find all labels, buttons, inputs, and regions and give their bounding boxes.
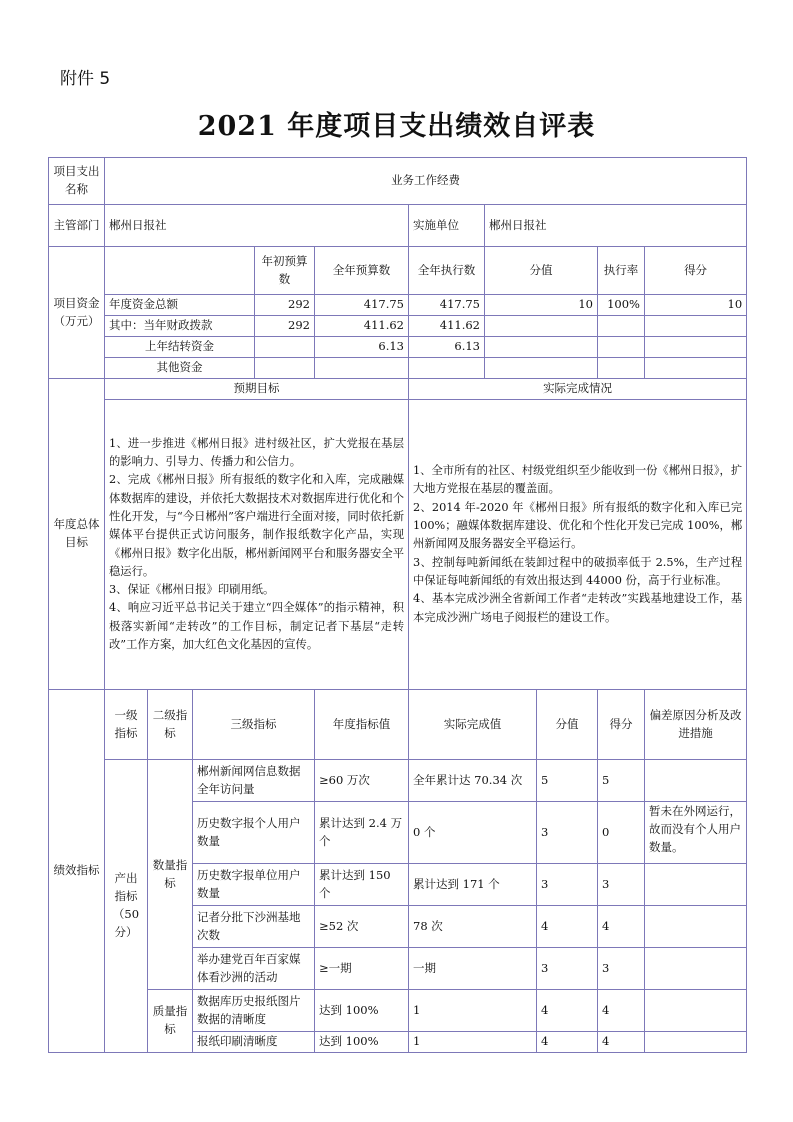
perf-header-lvl3: 三级指标 bbox=[193, 690, 315, 760]
funds-row-name: 其中：当年财政拨款 bbox=[105, 316, 255, 337]
perf-reason bbox=[645, 906, 747, 948]
impl-value: 郴州日报社 bbox=[485, 205, 747, 247]
perf-value: 3 bbox=[537, 864, 598, 906]
perf-value: 3 bbox=[537, 948, 598, 990]
perf-indicator: 报纸印刷清晰度 bbox=[193, 1032, 315, 1053]
perf-indicator: 数据库历史报纸图片数据的清晰度 bbox=[193, 990, 315, 1032]
perf-target: ≥52 次 bbox=[315, 906, 409, 948]
funds-row-score-value bbox=[485, 358, 598, 379]
funds-header-score: 得分 bbox=[645, 247, 747, 295]
perf-row bbox=[49, 760, 747, 802]
perf-indicator: 举办建党百年百家媒体看沙洲的活动 bbox=[193, 948, 315, 990]
perf-indicator: 历史数字报个人用户数量 bbox=[193, 802, 315, 864]
perf-value: 4 bbox=[537, 990, 598, 1032]
goals-label: 年度总体目标 bbox=[49, 379, 105, 690]
perf-score: 0 bbox=[598, 802, 645, 864]
performance-evaluation-table bbox=[48, 157, 747, 1053]
perf-actual: 78 次 bbox=[409, 906, 537, 948]
perf-group-quality: 质量指标 bbox=[148, 990, 193, 1053]
funds-row-init bbox=[255, 358, 315, 379]
perf-target: 达到 100% bbox=[315, 1032, 409, 1053]
perf-target: ≥60 万次 bbox=[315, 760, 409, 802]
funds-row bbox=[49, 358, 747, 379]
funds-row-exec: 417.75 bbox=[409, 295, 485, 316]
perf-value: 4 bbox=[537, 906, 598, 948]
goals-content-row bbox=[49, 400, 747, 690]
perf-indicator: 郴州新闻网信息数据全年访问量 bbox=[193, 760, 315, 802]
perf-value: 3 bbox=[537, 802, 598, 864]
funds-row-name: 其他资金 bbox=[105, 358, 255, 379]
funds-row-exec: 411.62 bbox=[409, 316, 485, 337]
perf-reason bbox=[645, 948, 747, 990]
perf-reason bbox=[645, 760, 747, 802]
perf-actual: 1 bbox=[409, 1032, 537, 1053]
page-title: 2021 年度项目支出绩效自评表 bbox=[197, 111, 596, 142]
funds-row-budget: 417.75 bbox=[315, 295, 409, 316]
funds-header-score-value: 分值 bbox=[485, 247, 598, 295]
attachment-label: 附件 5 bbox=[60, 69, 111, 89]
goals-actual-header: 实际完成情况 bbox=[409, 379, 747, 400]
perf-header-lvl2: 二级指标 bbox=[148, 690, 193, 760]
funds-row-score-value bbox=[485, 316, 598, 337]
project-name-row bbox=[49, 158, 747, 205]
funds-label: 项目资金（万元） bbox=[49, 247, 105, 379]
funds-blank-header bbox=[105, 247, 255, 295]
perf-reason bbox=[645, 1032, 747, 1053]
funds-header-init: 年初预算数 bbox=[255, 247, 315, 295]
perf-actual: 全年累计达 70.34 次 bbox=[409, 760, 537, 802]
funds-row-exec bbox=[409, 358, 485, 379]
perf-header-row bbox=[49, 690, 747, 760]
perf-header-score: 得分 bbox=[598, 690, 645, 760]
funds-row bbox=[49, 337, 747, 358]
perf-score: 3 bbox=[598, 864, 645, 906]
funds-row-score-value: 10 bbox=[485, 295, 598, 316]
perf-row bbox=[49, 990, 747, 1032]
perf-target: 累计达到 150 个 bbox=[315, 864, 409, 906]
perf-header-actual: 实际完成值 bbox=[409, 690, 537, 760]
perf-score: 4 bbox=[598, 990, 645, 1032]
perf-actual: 1 bbox=[409, 990, 537, 1032]
perf-target: 累计达到 2.4 万个 bbox=[315, 802, 409, 864]
funds-row-rate bbox=[598, 358, 645, 379]
goals-expected-text: 1、进一步推进《郴州日报》进村级社区，扩大党报在基层的影响力、引导力、传播力和公信力。 2、完成《郴州日报》所有报纸的数字化和入库，完成融媒体数据库的建设，并依托大数据技术对数据库进行优化和个性化开发，与“今日郴州”客户端进行全面对接，同时依托新媒体平台提供正式访问服务，制作报纸数字化产品，实现《郴州日报》数字化出版，郴州新闻网平台和服务器安全平稳运行。 3、保证《郴州日报》印刷用纸。 4、响应习近平总书记关于建立“四全媒体”的指示精神，积极落实新闻“走转改”的工作目标，制定记者下基层“走转改”工作方案，加大红色文化基因的宣传。 bbox=[105, 400, 409, 690]
perf-target: ≥一期 bbox=[315, 948, 409, 990]
perf-header-target: 年度指标值 bbox=[315, 690, 409, 760]
funds-row-rate bbox=[598, 337, 645, 358]
perf-value: 5 bbox=[537, 760, 598, 802]
funds-row-name: 年度资金总额 bbox=[105, 295, 255, 316]
funds-row bbox=[49, 295, 747, 316]
funds-row-init bbox=[255, 337, 315, 358]
impl-label: 实施单位 bbox=[409, 205, 485, 247]
perf-actual: 0 个 bbox=[409, 802, 537, 864]
funds-row-score bbox=[645, 337, 747, 358]
funds-row-score: 10 bbox=[645, 295, 747, 316]
goals-actual-text: 1、全市所有的社区、村级党组织至少能收到一份《郴州日报》，扩大地方党报在基层的覆盖面。 2、2014 年-2020 年《郴州日报》所有报纸的数字化和入库已完 100%；融媒体数据库建设、优化和个性化开发已完成 100%，郴州新闻网及服务器安全平稳运行。 3、控制每吨新闻纸在装卸过程中的破损率低于 2.5%，生产过程中保证每吨新闻纸的有效出报达到 44000 份，高于行业标准。 4、基本完成沙洲全省新闻工作者“走转改”实践基地建设工作，基本完成沙洲广场电子阅报栏的建设工作。 bbox=[409, 400, 747, 690]
funds-row-budget bbox=[315, 358, 409, 379]
perf-indicator: 记者分批下沙洲基地次数 bbox=[193, 906, 315, 948]
funds-row-init: 292 bbox=[255, 316, 315, 337]
funds-row-init: 292 bbox=[255, 295, 315, 316]
perf-reason bbox=[645, 864, 747, 906]
funds-row-exec: 6.13 bbox=[409, 337, 485, 358]
perf-label: 绩效指标 bbox=[49, 690, 105, 1053]
funds-row-name: 上年结转资金 bbox=[105, 337, 255, 358]
project-name-value: 业务工作经费 bbox=[105, 158, 747, 205]
dept-value: 郴州日报社 bbox=[105, 205, 409, 247]
funds-row bbox=[49, 316, 747, 337]
perf-header-reason: 偏差原因分析及改进措施 bbox=[645, 690, 747, 760]
funds-header-budget: 全年预算数 bbox=[315, 247, 409, 295]
funds-header-rate: 执行率 bbox=[598, 247, 645, 295]
perf-score: 4 bbox=[598, 1032, 645, 1053]
perf-score: 4 bbox=[598, 906, 645, 948]
perf-actual: 累计达到 171 个 bbox=[409, 864, 537, 906]
funds-row-score-value bbox=[485, 337, 598, 358]
funds-header-row bbox=[49, 247, 747, 295]
department-row bbox=[49, 205, 747, 247]
funds-row-rate bbox=[598, 316, 645, 337]
perf-header-value: 分值 bbox=[537, 690, 598, 760]
perf-score: 5 bbox=[598, 760, 645, 802]
project-name-label: 项目支出名称 bbox=[49, 158, 105, 205]
perf-actual: 一期 bbox=[409, 948, 537, 990]
perf-header-lvl1: 一级指标 bbox=[105, 690, 148, 760]
funds-row-score bbox=[645, 316, 747, 337]
goals-header-row bbox=[49, 379, 747, 400]
funds-row-budget: 411.62 bbox=[315, 316, 409, 337]
perf-indicator: 历史数字报单位用户数量 bbox=[193, 864, 315, 906]
perf-reason: 暂未在外网运行，故而没有个人用户数量。 bbox=[645, 802, 747, 864]
funds-header-exec: 全年执行数 bbox=[409, 247, 485, 295]
perf-score: 3 bbox=[598, 948, 645, 990]
goals-expected-header: 预期目标 bbox=[105, 379, 409, 400]
funds-row-score bbox=[645, 358, 747, 379]
funds-row-rate: 100% bbox=[598, 295, 645, 316]
perf-reason bbox=[645, 990, 747, 1032]
perf-group-quantity: 数量指标 bbox=[148, 760, 193, 990]
perf-lvl1-output: 产出指标（50分） bbox=[105, 760, 148, 1053]
funds-row-budget: 6.13 bbox=[315, 337, 409, 358]
perf-target: 达到 100% bbox=[315, 990, 409, 1032]
perf-value: 4 bbox=[537, 1032, 598, 1053]
dept-label: 主管部门 bbox=[49, 205, 105, 247]
